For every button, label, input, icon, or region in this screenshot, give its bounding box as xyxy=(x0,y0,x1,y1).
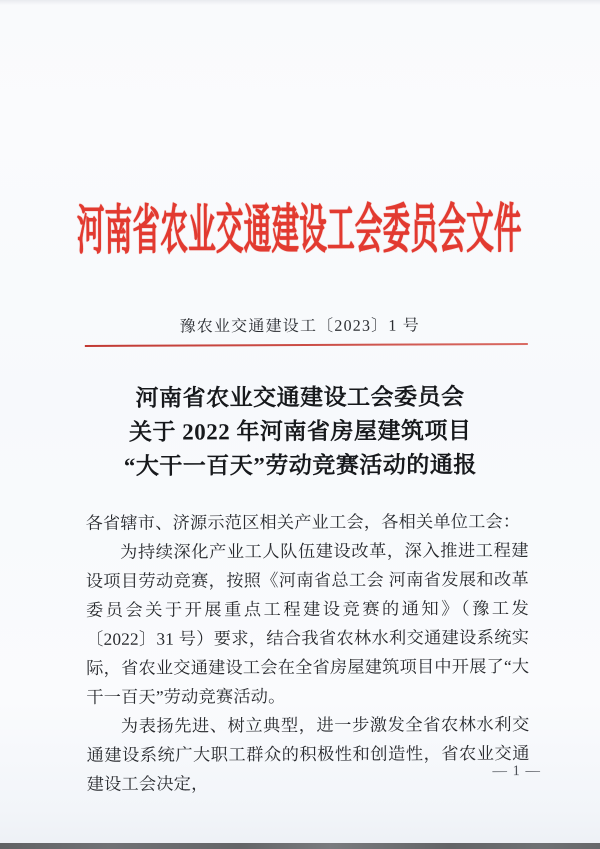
document-title xyxy=(0,380,600,485)
page-number: — 1 — xyxy=(492,762,541,780)
body-paragraph-2: 为表扬先进、树立典型，进一步激发全省农林水利交通建设系统广大职工群众的积极性和创造性，省农业交通建设工会决定， xyxy=(86,715,530,794)
document-body xyxy=(86,507,530,799)
scan-edge-shadow xyxy=(0,843,600,849)
body-paragraph-1: 为持续深化产业工人队伍建设改革，深入推进工程建设项目劳动竞赛，按照《河南省总工会 河南省发展和改革委员会关于开展重点工程建设竞赛的通知》（豫工发〔2022〕31 号）要求，结合我省农林水利交通建设系统实际，省农业交通建设工会在全省房屋建筑项目中开展了“大干一百天”劳动竞赛活动。 xyxy=(85,541,530,707)
document-title-line-1: 河南省农业交通建设工会委员会 xyxy=(135,384,465,411)
red-divider-line xyxy=(85,343,528,347)
agency-header-title: 河南省农业交通建设工会委员会文件 xyxy=(76,198,522,261)
salutation: 各省辖市、济源示范区相关产业工会，各相关单位工会： xyxy=(85,512,521,533)
document-title-line-2: 关于 2022 年河南省房屋建筑项目 xyxy=(128,418,472,445)
document-title-line-3: “大干一百天”劳动竞赛活动的通报 xyxy=(123,452,477,479)
document-number: 豫农业交通建设工〔2023〕1 号 xyxy=(179,317,420,336)
